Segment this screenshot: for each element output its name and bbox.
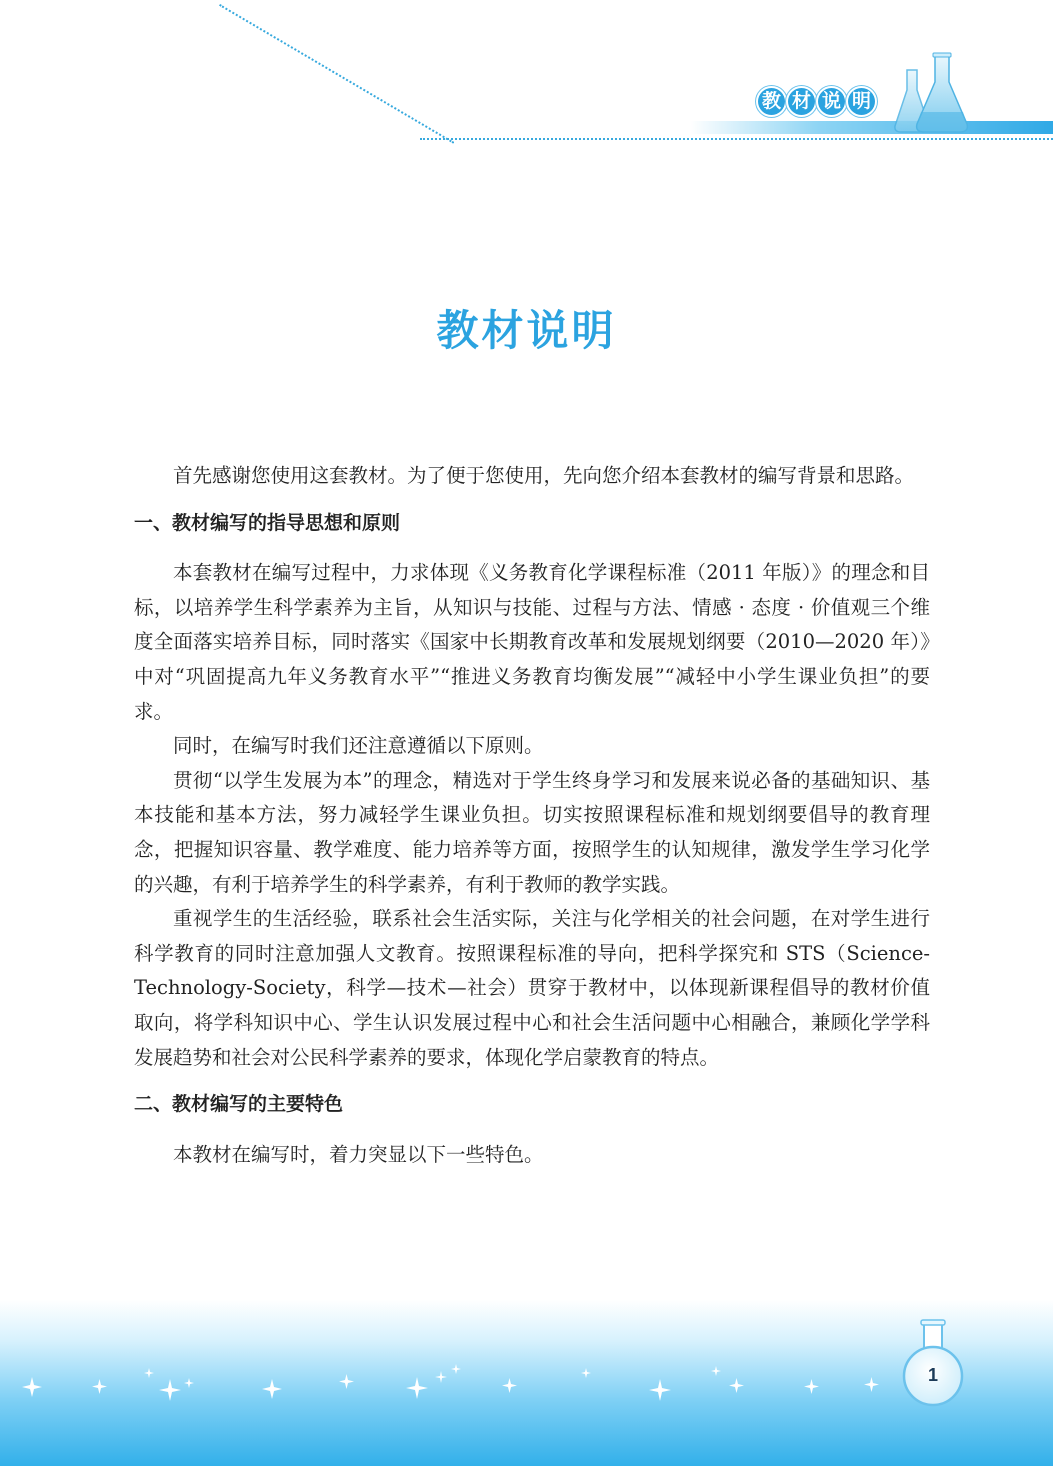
header-gradient-band: [690, 121, 1053, 134]
intro-paragraph: 首先感谢您使用这套教材。为了便于您使用，先向您介绍本套教材的编写背景和思路。: [173, 464, 915, 487]
header-badge-char: 说: [818, 88, 845, 115]
section-heading: 一、教材编写的指导思想和原则: [134, 511, 401, 534]
body-paragraph: 贯彻“以学生发展为本”的理念，精选对于学生终身学习和发展来说必备的基础知识、基本技能和基本方法，努力减轻学生课业负担。切实按照课程标准和规划纲要倡导的教育理念，把握知识容量、教学难度、能力培养等方面，按照学生的认知规律，激发学生学习化学的兴趣，有利于培养学生的科学素养，有利于教师的教学实践。: [134, 768, 930, 896]
section-heading: 二、教材编写的主要特色: [134, 1093, 344, 1116]
header-badge-title: [758, 88, 875, 115]
document-body: [134, 459, 930, 1172]
header-badge-char: 教: [758, 88, 785, 115]
body-paragraph: 重视学生的生活经验，联系社会生活实际，关注与化学相关的社会问题，在对学生进行科学教育的同时注意加强人文教育。按照课程标准的导向，把科学探究和 STS（Science-Technology-Society，科学—技术—社会）贯穿于教材中，以体现新课程倡导的教材价值取向，将学科知识中心、学生认识发展过程中心和社会生活问题中心相融合，兼顾化学学科发展趋势和社会对公民科学素养的要求，体现化学启蒙教育的特点。: [134, 907, 930, 1069]
header-dotted-line: [420, 138, 1053, 140]
body-paragraph: 同时，在编写时我们还注意遵循以下原则。: [173, 734, 544, 758]
flask-icon: [893, 52, 973, 134]
page-title: 教材说明: [436, 306, 617, 355]
sparkle-decoration: [0, 1300, 1053, 1466]
page-number: 1: [927, 1365, 938, 1385]
header-badge-char: 明: [848, 88, 875, 115]
body-paragraph: 本教材在编写时，着力突显以下一些特色。: [173, 1142, 544, 1166]
header-diagonal-dotted-line: [219, 4, 454, 144]
header-badge-char: 材: [788, 88, 815, 115]
body-paragraph: 本套教材在编写过程中，力求体现《义务教育化学课程标准（2011 年版）》的理念和目标，以培养学生科学素养为主旨，从知识与技能、过程与方法、情感 · 态度 · 价值观三个维度全面落实培养目标，同时落实《国家中长期教育改革和发展规划纲要（2010—2020 年）》中对“巩固提高九年义务教育水平”“推进义务教育均衡发展”“减轻中小学生课业负担”的要求。: [134, 561, 930, 723]
